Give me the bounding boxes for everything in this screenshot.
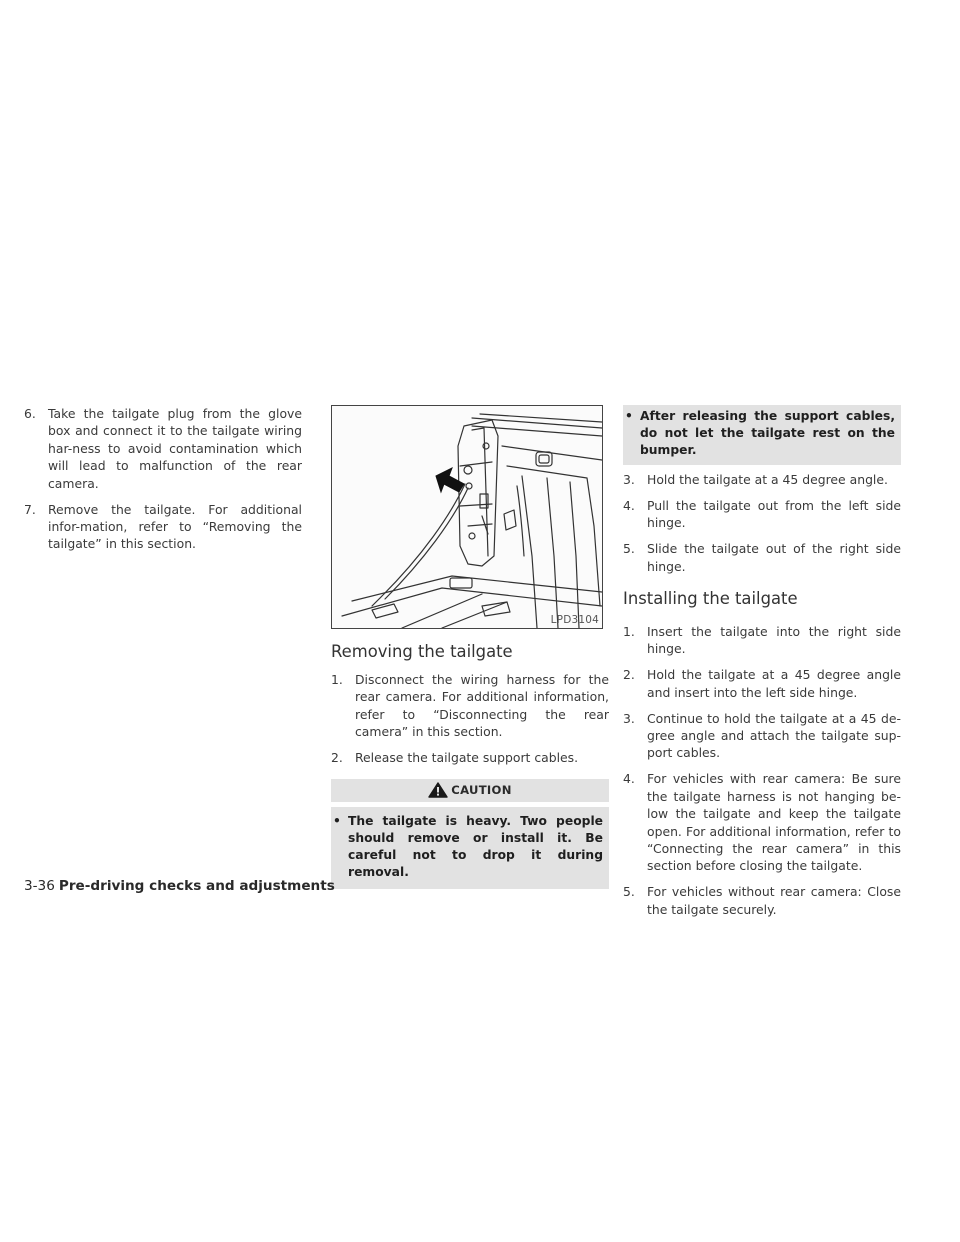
list-item [623, 623, 901, 658]
warning-icon [428, 782, 448, 798]
list-item [24, 501, 302, 553]
section-heading-installing: Installing the tailgate [623, 589, 798, 609]
step-number: 4. [623, 497, 635, 513]
caution-text: The tailgate is heavy. Two people should remove or install it. Be careful not to drop it during removal. [348, 813, 603, 879]
caution-header [331, 779, 609, 802]
step-number: 2. [331, 750, 343, 766]
page-footer [24, 878, 335, 894]
step-number: 1. [331, 672, 343, 687]
step-text: Hold the tailgate at a 45 degree angle. [647, 472, 888, 487]
step-number: 2. [623, 667, 635, 683]
chapter-title: Pre-driving checks and adjustments [58, 878, 335, 894]
caution-box-continued [623, 405, 901, 465]
list-item [623, 770, 901, 874]
bullet-mark: • [333, 813, 341, 828]
bullet-mark: • [625, 409, 633, 423]
step-text: Continue to hold the tailgate at a 45 de-gree angle and attach the tailgate sup-port cables. [647, 710, 901, 761]
step-text: For vehicles with rear camera: Be sure the tailgate harness is not hanging be-low the tailgate and keep the tailgate open. For additional information, refer to “Connecting the rear camera” in this section before closing the tailgate. [647, 771, 901, 874]
step-number: 7. [24, 501, 36, 517]
step-text: Slide the tailgate out of the right side hinge. [647, 541, 901, 574]
column-middle [331, 405, 609, 889]
step-number: 1. [623, 624, 635, 640]
list-item [623, 540, 901, 575]
list-item [331, 749, 609, 766]
caution-item [331, 813, 603, 881]
step-number: 5. [623, 541, 635, 557]
tailgate-illustration [331, 405, 603, 629]
step-number: 6. [24, 406, 36, 421]
step-number: 3. [623, 472, 635, 487]
step-text: Disconnect the wiring harness for the rear camera. For additional information, refer to “Disconnecting the rear camera” in this section. [355, 672, 609, 740]
step-text: Pull the tailgate out from the left side hinge. [647, 497, 901, 531]
caution-item [623, 408, 895, 459]
step-text: For vehicles without rear camera: Close the tailgate securely. [647, 884, 901, 917]
column-left [24, 405, 302, 561]
caution-label: CAUTION [451, 783, 512, 798]
step-text: Insert the tailgate into the right side hinge. [647, 624, 901, 657]
list-item [623, 497, 901, 532]
list-item [24, 405, 302, 492]
step-text: Remove the tailgate. For additional infor-mation, refer to “Removing the tailgate” in this section. [48, 501, 302, 552]
column-right [623, 405, 901, 927]
step-text: Hold the tailgate at a 45 degree angle and insert into the left side hinge. [647, 667, 901, 700]
page-number: 3-36 [24, 878, 55, 894]
step-number: 4. [623, 771, 635, 787]
list-item [623, 471, 901, 488]
list-item [623, 710, 901, 762]
tailgate-diagram-image [332, 406, 602, 628]
section-heading-removing: Removing the tailgate [331, 642, 513, 661]
list-item [623, 666, 901, 701]
caution-box [331, 807, 609, 889]
caution-text: After releasing the support cables, do not let the tailgate rest on the bumper. [640, 409, 895, 457]
figure-label: LPD3104 [550, 614, 599, 626]
step-text: Take the tailgate plug from the glove box and connect it to the tailgate wiring har-ness to avoid contamination which will lead to malfunction of the rear camera. [48, 406, 302, 491]
step-text: Release the tailgate support cables. [355, 750, 579, 766]
step-number: 3. [623, 710, 635, 726]
step-number: 5. [623, 884, 635, 900]
list-item [331, 671, 609, 741]
list-item [623, 883, 901, 918]
